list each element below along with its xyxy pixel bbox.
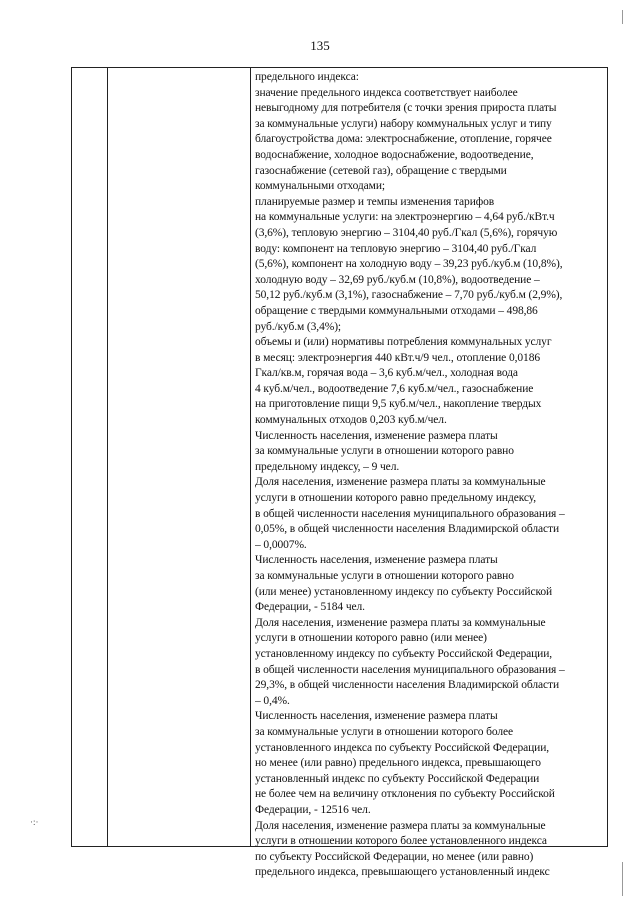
text-line: Численность населения, изменение размера платы xyxy=(255,429,498,442)
column-divider-2 xyxy=(250,68,251,846)
text-line: установленному индексу по субъекту Российской Федерации, xyxy=(255,647,553,660)
column-divider-1 xyxy=(107,68,108,846)
text-line: но менее (или равно) предельного индекса, превышающего xyxy=(255,757,541,770)
text-line: на коммунальные услуги: на электроэнергию – 4,64 руб./кВт.ч xyxy=(255,211,555,224)
text-line: Численность населения, изменение размера платы xyxy=(255,710,498,723)
scan-mark xyxy=(622,10,623,24)
text-line: – 0,0007%. xyxy=(255,538,307,551)
text-line: на приготовление пищи 9,5 куб.м/чел., накопление твердых xyxy=(255,398,542,411)
text-line: Доля населения, изменение размера платы за коммунальные xyxy=(255,616,546,629)
text-line: услуги в отношении которого более установленного индекса xyxy=(255,835,547,848)
text-line: услуги в отношении которого равно предельному индексу, xyxy=(255,492,537,505)
text-line: не более чем на величину отклонения по субъекту Российской xyxy=(255,788,555,801)
text-line: невыгодному для потребителя (с точки зрения прироста платы xyxy=(255,102,557,115)
text-line: за коммунальные услуги) набору коммунальных услуг и типу xyxy=(255,117,552,130)
text-line: коммунальными отходами; xyxy=(255,180,386,193)
text-line: предельного индекса: xyxy=(255,71,359,83)
text-line: водоснабжение, холодное водоснабжение, водоотведение, xyxy=(255,148,534,161)
text-line: услуги в отношении которого равно (или менее) xyxy=(255,632,487,645)
page-number: 135 xyxy=(310,38,330,53)
text-line: значение предельного индекса соответствует наиболее xyxy=(255,86,518,99)
text-line: за коммунальные услуги в отношении которого равно xyxy=(255,570,514,582)
text-line: (3,6%), тепловую энергию – 3104,40 руб./Гкал (5,6%), горячую xyxy=(255,226,558,239)
text-line: в общей численности населения муниципального образования – xyxy=(255,507,565,520)
text-line: Доля населения, изменение размера платы за коммунальные xyxy=(255,476,546,489)
text-line: в месяц: электроэнергия 440 кВт.ч/9 чел., отопление 0,0186 xyxy=(255,351,540,364)
text-line: по субъекту Российской Федерации, но менее (или равно) xyxy=(255,850,534,863)
text-line: Численность населения, изменение размера платы xyxy=(255,554,498,567)
text-line: холодную воду – 32,69 руб./куб.м (10,8%), водоотведение – xyxy=(255,273,540,286)
text-line: Доля населения, изменение размера платы за коммунальные xyxy=(255,819,546,832)
text-line: предельному индексу, – 9 чел. xyxy=(255,460,400,473)
text-line: планируемые размер и темпы изменения тарифов xyxy=(255,195,495,208)
text-line: – 0,4%. xyxy=(255,694,290,707)
text-line: предельного индекса, превышающего установленный индекс xyxy=(255,866,550,879)
text-line: Гкал/кв.м, горячая вода – 3,6 куб.м/чел., холодная вода xyxy=(255,367,518,380)
text-line: за коммунальные услуги в отношении которого равно xyxy=(255,445,514,458)
text-line: в общей численности населения муниципального образования – xyxy=(255,663,565,676)
text-line: Федерации, - 5184 чел. xyxy=(255,601,365,614)
document-table xyxy=(71,67,608,879)
text-line: руб./куб.м (3,4%); xyxy=(255,320,342,333)
scan-mark xyxy=(622,862,623,896)
text-line: 50,12 руб./куб.м (3,1%), газоснабжение – 7,70 руб./куб.м (2,9%), xyxy=(255,289,563,302)
table-cell-text xyxy=(255,70,604,881)
text-line: воду: компонент на тепловую энергию – 3104,40 руб./Гкал xyxy=(255,242,537,255)
text-line: (5,6%), компонент на холодную воду – 39,23 руб./куб.м (10,8%), xyxy=(255,258,563,271)
scan-dots: ·:· xyxy=(30,817,39,827)
text-line: Федерации, - 12516 чел. xyxy=(255,803,371,816)
text-line: за коммунальные услуги в отношении которого более xyxy=(255,725,514,738)
text-line: установленного индекса по субъекту Российской Федерации, xyxy=(255,741,550,754)
text-line: объемы и (или) нормативы потребления коммунальных услуг xyxy=(255,336,552,349)
text-line: благоустройства дома: электроснабжение, отопление, горячее xyxy=(255,133,552,146)
text-line: 4 куб.м/чел., водоотведение 7,6 куб.м/чел., газоснабжение xyxy=(255,382,534,395)
text-line: газоснабжение (сетевой газ), обращение с твердыми xyxy=(255,164,507,177)
text-line: коммунальных отходов 0,203 куб.м/чел. xyxy=(255,414,447,427)
text-line: 0,05%, в общей численности населения Владимирской области xyxy=(255,523,559,536)
text-line: установленный индекс по субъекту Российской Федерации xyxy=(255,772,540,785)
text-line: (или менее) установленному индексу по субъекту Российской xyxy=(255,585,553,598)
text-line: обращение с твердыми коммунальными отходами – 498,86 xyxy=(255,304,538,317)
text-line: 29,3%, в общей численности населения Владимирской области xyxy=(255,679,559,692)
